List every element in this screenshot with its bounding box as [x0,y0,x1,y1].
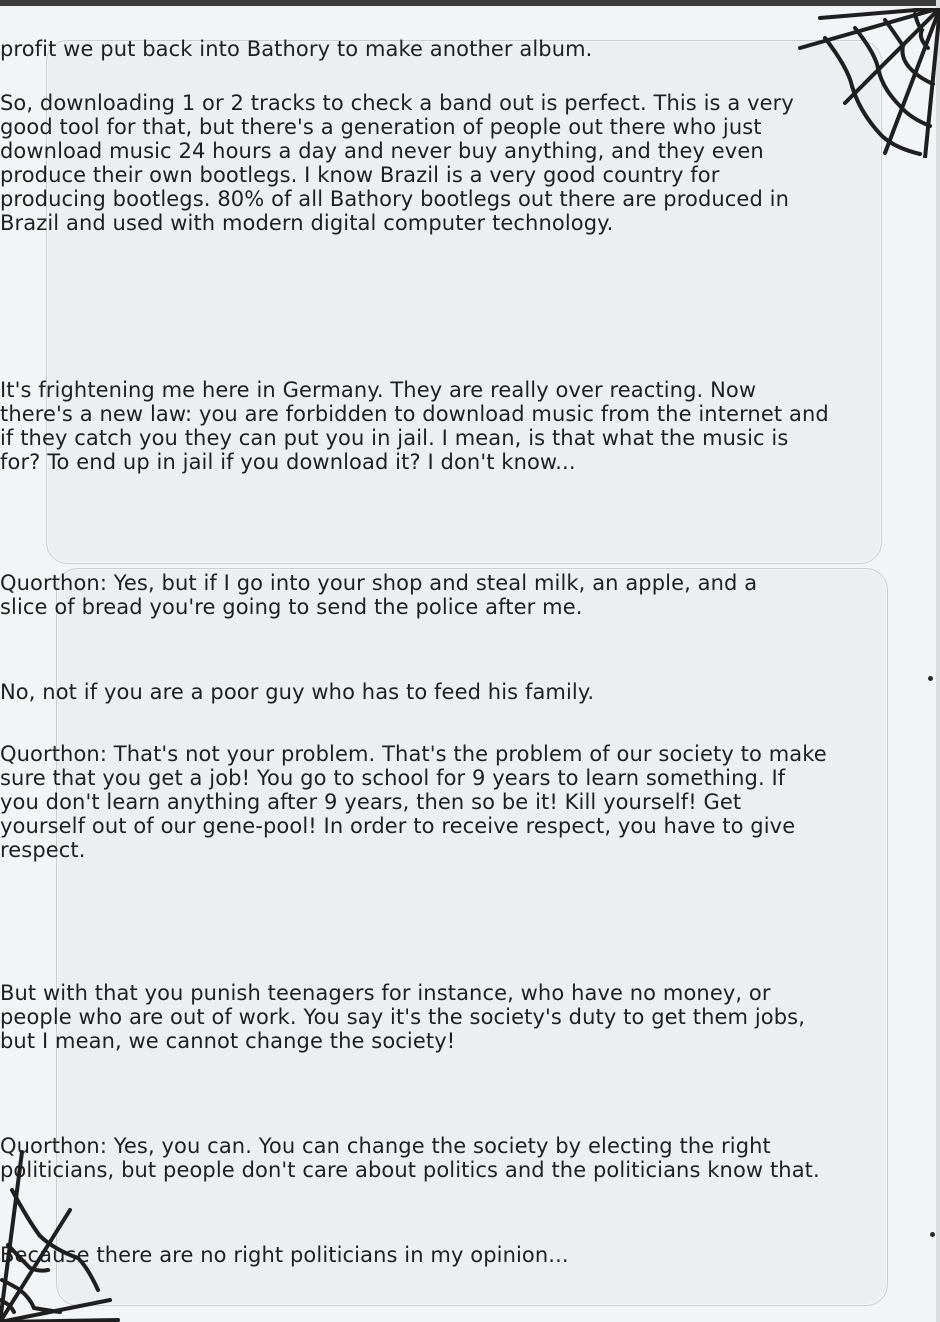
paragraph-downloading: So, downloading 1 or 2 tracks to check a band out is perfect. This is a very good tool for that, but there's a generation of people out there who just download music 24 hours a day and never buy anything, and they even produce their own bootlegs. I know Brazil is a very good country for producing bootlegs. 80% of all Bathory bootlegs out there are produced in Brazil and used with modern digital computer technology. [0,91,794,235]
page-top-edge [0,0,940,6]
ink-speck [928,676,933,681]
spiderweb-icon [790,8,940,158]
ink-speck [930,1232,935,1237]
spiderweb-icon [0,1150,120,1322]
paragraph-germany: It's frightening me here in Germany. They are really over reacting. Now there's a new law: you are forbidden to download music from the internet and if they catch you they can put you in jail. I mean, is that what the music is for? To end up in jail if you download it? I don't know... [0,378,829,474]
paragraph-teenagers: But with that you punish teenagers for instance, who have no money, or people who are out of work. You say it's the society's duty to get them jobs, but I mean, we cannot change the society! [0,981,805,1053]
paragraph-quorthon-society: Quorthon: That's not your problem. That's the problem of our society to make sure that you get a job! You go to school for 9 years to learn something. If you don't learn anything after 9 years, then so be it! Kill yourself! Get yourself out of our gene-pool! In order to receive respect, you have to give respect. [0,742,827,862]
paragraph-profit: profit we put back into Bathory to make another album. [0,37,593,61]
page-right-edge [936,0,940,1322]
paragraph-quorthon-politicians: Quorthon: Yes, you can. You can change the society by electing the right politicians, but people don't care about politics and the politicians know that. [0,1134,820,1182]
paragraph-quorthon-shop: Quorthon: Yes, but if I go into your shop and steal milk, an apple, and a slice of bread you're going to send the police after me. [0,571,758,619]
paragraph-no-right-politicians: Because there are no right politicians in my opinion... [0,1243,569,1267]
text-panel-lower [56,568,888,1306]
paragraph-poor-guy: No, not if you are a poor guy who has to feed his family. [0,680,595,704]
